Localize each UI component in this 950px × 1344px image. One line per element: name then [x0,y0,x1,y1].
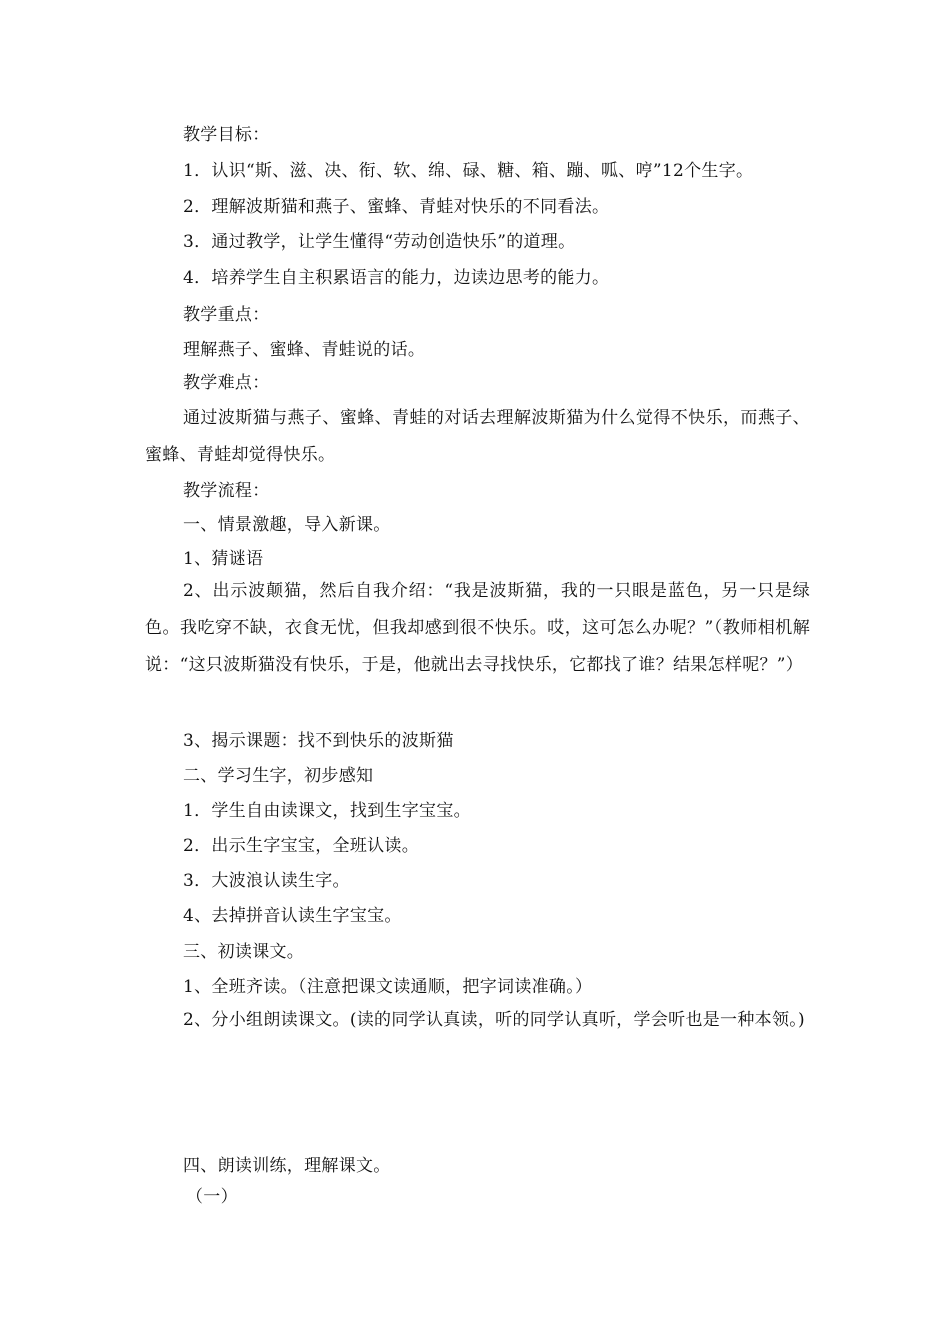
section-2-item-2: 2．出示生字宝宝，全班认读。 [183,836,420,856]
objective-3: 3．通过教学，让学生懂得“劳动创造快乐”的道理。 [183,232,576,252]
key-point-text: 理解燕子、蜜蜂、青蛙说的话。 [183,340,426,360]
section-1-item-3: 3、揭示课题：找不到快乐的波斯猫 [183,731,454,751]
objective-2: 2．理解波斯猫和燕子、蜜蜂、青蛙对快乐的不同看法。 [183,197,610,217]
section-3-item-1: 1、全班齐读。（注意把课文读通顺，把字词读准确。） [183,977,593,997]
section-4-heading: 四、朗读训练，理解课文。 [183,1156,391,1176]
section-2-heading: 二、学习生字，初步感知 [183,766,374,786]
key-point-heading: 教学重点： [183,305,270,325]
objective-1: 1．认识“斯、滋、决、衔、软、绵、碌、糖、箱、蹦、呱、哼”12个生字。 [183,161,754,181]
section-2-item-1: 1．学生自由读课文，找到生字宝宝。 [183,801,471,821]
section-1-heading: 一、情景激趣，导入新课。 [183,515,391,535]
section-2-item-3: 3．大波浪认读生字。 [183,871,350,891]
process-heading: 教学流程： [183,481,270,501]
objectives-heading: 教学目标： [183,125,270,145]
section-2-item-4: 4、去掉拼音认读生字宝宝。 [183,906,402,926]
section-4-subheading: （一） [186,1187,238,1207]
difficulty-heading: 教学难点： [183,373,270,393]
section-3-heading: 三、初读课文。 [183,942,305,962]
difficulty-text: 通过波斯猫与燕子、蜜蜂、青蛙的对话去理解波斯猫为什么觉得不快乐，而燕子、蜜蜂、青蛙却觉得快乐。 [145,408,810,465]
section-1-item-2: 2、出示波颠猫，然后自我介绍：“我是波斯猫，我的一只眼是蓝色，另一只是绿色。我吃穿不缺，衣食无忧，但我却感到很不快乐。哎，这可怎么办呢？”（教师相机解说：“这只波斯猫没有快乐，于是，他就出去寻找快乐，它都找了谁？结果怎样呢？”） [145,581,810,675]
section-1-item-1: 1、猜谜语 [183,549,264,569]
section-3-item-2: 2、分小组朗读课文。(读的同学认真读，听的同学认真听，学会听也是一种本领。) [183,1010,805,1030]
objective-4: 4．培养学生自主积累语言的能力，边读边思考的能力。 [183,268,610,288]
